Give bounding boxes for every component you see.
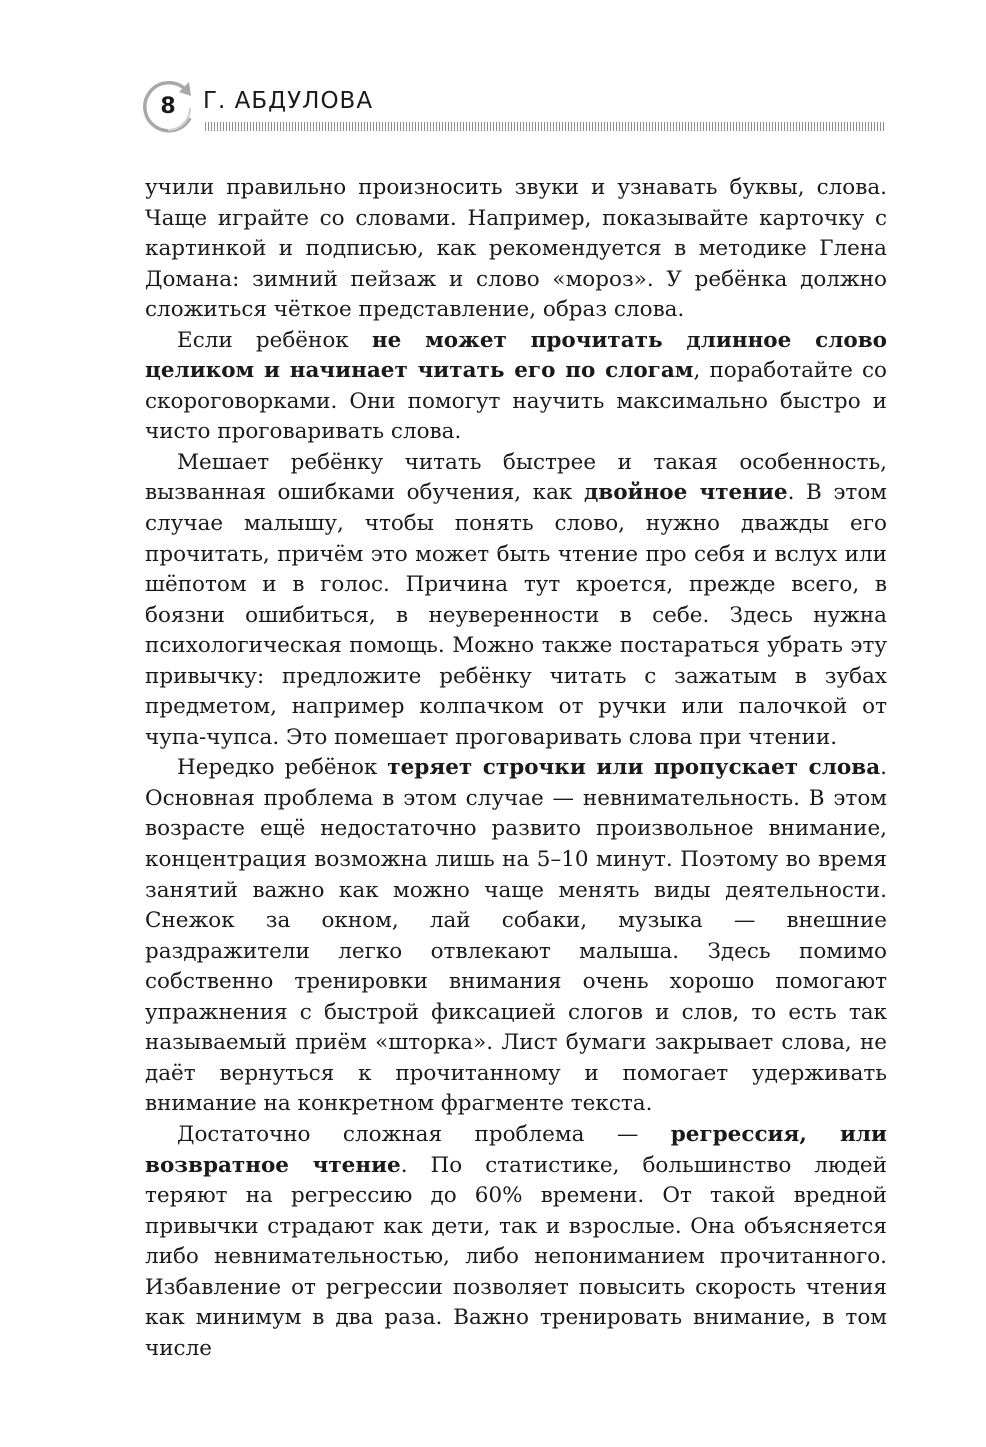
text-run: учили правильно произносить звуки и узнавать буквы, слова. Чаще играйте со словами. Например, показывайте карточку с картинкой и подписью, как рекомендуется в методике Глена Домана: зимний пейзаж и слово «мороз». У ребёнка должно сложиться чёткое представление, образ слова. — [145, 175, 887, 323]
text-run: . Основная проблема в этом случае — невнимательность. В этом возрасте ещё недостаточно развито произвольное внимание, концентрация возможна лишь на 5–10 минут. Поэтому во время занятий важно как можно чаще менять виды деятельности. Снежок за окном, лай собаки, музыка — внешние раздражители легко отвлекают малыша. Здесь помимо собственно тренировки внимания очень хорошо помогают упражнения с быстрой фиксацией слогов и слов, то есть так называемый приём «шторка». Лист бумаги закрывает слова, не даёт вернуться к прочитанному и помогает удерживать внимание на конкретном фрагменте текста. — [145, 755, 887, 1117]
page-number-badge — [139, 78, 197, 136]
header-rule — [205, 122, 885, 131]
text-run: Если ребёнок — [177, 327, 372, 353]
paragraph — [145, 448, 887, 753]
text-run: . По статистике, большинство людей теряют на регрессию до 60% времени. От такой вредной привычки страдают как дети, так и взрослые. Она объясняется либо невнимательностью, либо непониманием прочитанного. Избавление от регрессии позволяет повысить скорость чтения как минимум в два раза. Важно тренировать внимание, в том числе — [145, 1152, 887, 1361]
text-run: Нередко ребёнок — [177, 755, 388, 781]
paragraph — [145, 326, 887, 448]
text-run: Мешает ребёнку читать быстрее и такая особенность, вызванная ошибками обучения, как — [145, 449, 887, 506]
body-text — [145, 173, 887, 1364]
running-head-author: Г. АБДУЛОВА — [203, 88, 374, 114]
bold-term: не может прочитать длинное слово целиком и начинает читать его по слогам — [145, 327, 887, 384]
paragraph — [145, 753, 887, 1120]
text-run: . В этом случае малышу, чтобы понять слово, нужно дважды его прочитать, причём это может быть чтение про себя и вслух или шёпотом и в голос. Причина тут кроется, прежде всего, в боязни ошибиться, в неуверенности в себе. Здесь нужна психологическая помощь. Можно также постараться убрать эту привычку: предложите ребёнку читать с зажатым в зубах предметом, например колпачком от ручки или палочкой от чупа-чупса. Это помешает проговаривать слова при чтении. — [145, 480, 887, 750]
bold-term: двойное чтение — [583, 480, 788, 506]
text-run: , поработайте со скороговорками. Они помогут научить максимально быстро и чисто проговаривать слова. — [145, 358, 887, 445]
bold-term: регрессия, или возвратное чтение — [145, 1121, 887, 1178]
page-number: 8 — [160, 94, 176, 119]
text-run: Достаточно сложная проблема — — [177, 1121, 671, 1147]
bold-term: теряет строчки или пропускает слова — [387, 755, 881, 781]
paragraph — [145, 173, 887, 326]
page-header — [133, 70, 885, 140]
paragraph — [145, 1120, 887, 1364]
